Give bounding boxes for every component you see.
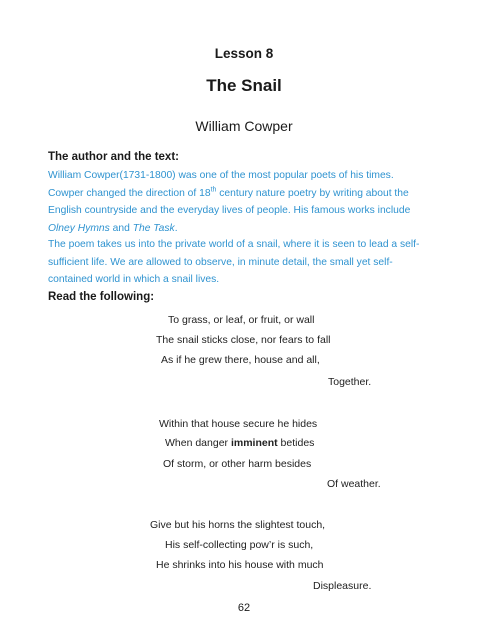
- poem-line: He shrinks into his house with much: [156, 559, 324, 571]
- author-para-line: William Cowper(1731-1800) was one of the most popular poets of his times.: [48, 170, 394, 181]
- poem-line: When danger imminent betides: [165, 437, 315, 449]
- poem-line: Of weather.: [327, 478, 381, 490]
- intro-para-line: The poem takes us into the private world of a snail, where it is seen to lead a self-: [48, 239, 420, 250]
- poem-line: Within that house secure he hides: [159, 418, 318, 430]
- lesson-number: Lesson 8: [214, 46, 274, 61]
- author-para-line: Cowper changed the direction of 18th century nature poetry by writing about the: [48, 186, 409, 199]
- poem-line: As if he grew there, house and all,: [161, 354, 320, 366]
- poem-line: Together.: [328, 376, 372, 388]
- author-text-heading: The author and the text:: [48, 151, 179, 163]
- intro-para-line: contained world in which a snail lives.: [48, 274, 220, 285]
- author-para-line: English countryside and the everyday lives of people. His famous works include: [48, 205, 411, 216]
- poem-line: The snail sticks close, nor fears to fall: [156, 334, 331, 346]
- poem-line: His self-collecting pow’r is such,: [165, 539, 314, 551]
- bold-word: imminent: [230, 437, 278, 449]
- poem-line: Give but his horns the slightest touch,: [150, 519, 326, 531]
- author-para-line: Olney Hymns and The Task.: [48, 222, 178, 234]
- intro-para-line: sufficient life. We are allowed to observe, in minute detail, the small yet self-: [48, 256, 393, 268]
- lesson-title: The Snail: [206, 76, 282, 95]
- poem-author: William Cowper: [195, 118, 293, 134]
- intro-paragraph: [48, 236, 440, 289]
- author-paragraph: [48, 167, 440, 237]
- page-number: 62: [237, 602, 251, 614]
- poem-line: Displeasure.: [313, 580, 372, 592]
- poem-line: Of storm, or other harm besides: [163, 458, 312, 470]
- poem-line: To grass, or leaf, or fruit, or wall: [168, 314, 315, 326]
- read-following-heading: Read the following:: [48, 291, 155, 303]
